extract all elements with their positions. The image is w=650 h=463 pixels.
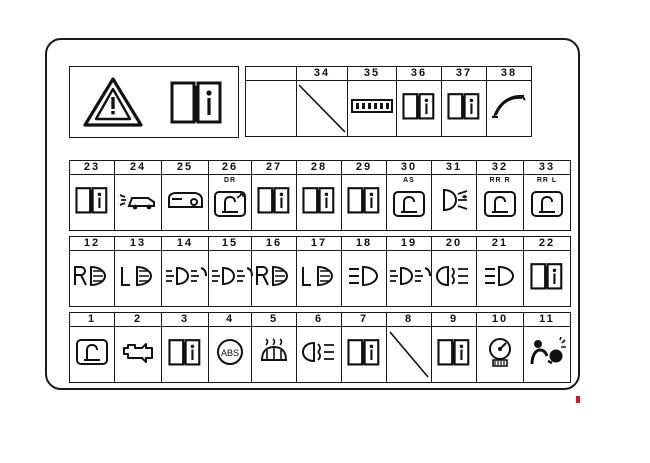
fuse-legend-card (45, 38, 580, 390)
fuse-number: 24 (115, 161, 162, 175)
fuse-number: 31 (432, 161, 477, 175)
cell-26 (209, 175, 252, 231)
rear-fog-lamp-icon (71, 263, 113, 289)
fuse-number: 38 (487, 67, 532, 81)
cell-31 (432, 175, 477, 231)
row-12-22 (69, 236, 571, 307)
fuse-number: 11 (524, 313, 571, 327)
high-beam-icon (343, 263, 385, 289)
cell-sub-label: RR L (536, 177, 558, 184)
fuse-number: 29 (342, 161, 387, 175)
cell-15 (209, 251, 252, 307)
low-beam-icon (117, 263, 159, 289)
fuse-number: 36 (397, 67, 442, 81)
fuse-number: 33 (524, 161, 571, 175)
fuse-number: 1 (70, 313, 115, 327)
fuse-number: 3 (162, 313, 209, 327)
cell-33 (524, 175, 571, 231)
table-row (70, 237, 571, 251)
cell-14 (162, 251, 209, 307)
manual-book-icon (446, 90, 482, 122)
cell-6 (297, 327, 342, 383)
manual-book-icon (301, 184, 337, 216)
manual-book-icon (346, 336, 382, 368)
cell-20 (432, 251, 477, 307)
row-1-11 (69, 312, 571, 383)
headlight-washer-icon (434, 185, 474, 215)
fuse-number: 35 (348, 67, 397, 81)
table-row (70, 161, 571, 175)
seat-icon (74, 337, 110, 367)
cell-10 (477, 327, 524, 383)
fuse-number: 19 (387, 237, 432, 251)
cell-21 (477, 251, 524, 307)
fuse-number (246, 67, 297, 81)
cell-9 (432, 327, 477, 383)
fuse-number: 8 (387, 313, 432, 327)
cell-8 (387, 327, 432, 383)
cell-17 (297, 251, 342, 307)
cell-30 (387, 175, 432, 231)
cell-29 (342, 175, 387, 231)
blank-diagonal-slash-icon (297, 81, 347, 136)
fuse-number: 9 (432, 313, 477, 327)
fuse-number: 21 (477, 237, 524, 251)
cell-27 (252, 175, 297, 231)
fuse-number: 28 (297, 161, 342, 175)
manual-book-icon (529, 260, 565, 292)
cell-22 (524, 251, 571, 307)
table-row (70, 251, 571, 307)
manual-book-icon (401, 90, 437, 122)
fuse-number: 26 (209, 161, 252, 175)
fuse-number: 12 (70, 237, 115, 251)
cell-2 (115, 327, 162, 383)
cell-7 (342, 327, 387, 383)
fuse-number: 34 (297, 67, 348, 81)
cell-blank (246, 81, 297, 137)
fuse-number: 10 (477, 313, 524, 327)
manual-book-icon (346, 184, 382, 216)
seat-icon (392, 189, 426, 219)
warning-triangle-icon (82, 76, 144, 128)
cell-38 (487, 81, 532, 137)
fuse-number: 17 (297, 237, 342, 251)
cell-sub-label: DR (223, 177, 237, 184)
manual-book-icon (436, 336, 472, 368)
airbag-icon (528, 337, 566, 367)
table-row (70, 327, 571, 383)
cell-36 (397, 81, 442, 137)
cell-16 (252, 251, 297, 307)
cell-28 (297, 175, 342, 231)
cell-23 (70, 175, 115, 231)
fuse-number: 7 (342, 313, 387, 327)
cell-11 (524, 327, 571, 383)
fuse-number: 22 (524, 237, 571, 251)
red-mark (576, 396, 580, 403)
engine-check-icon (119, 338, 157, 366)
cell-4 (209, 327, 252, 383)
fuse-number: 18 (342, 237, 387, 251)
cell-19 (387, 251, 432, 307)
cell-sub-label: AS (403, 177, 415, 184)
manual-book-icon (167, 336, 203, 368)
cell-25 (162, 175, 209, 231)
cell-32 (477, 175, 524, 231)
rear-fog-lamp-icon (253, 263, 295, 289)
rear-defogger-icon (256, 338, 292, 366)
fuse-number: 25 (162, 161, 209, 175)
fuse-number: 20 (432, 237, 477, 251)
low-beam-icon (298, 263, 340, 289)
position-lamp-icon (163, 263, 207, 289)
cell-37 (442, 81, 487, 137)
high-beam-icon (479, 263, 521, 289)
cell-5 (252, 327, 297, 383)
position-lamp-icon (209, 263, 253, 289)
car-horn-icon (118, 187, 158, 213)
cell-34 (297, 81, 348, 137)
fuse-number: 2 (115, 313, 162, 327)
tachometer-icon (482, 336, 518, 368)
position-lamp-icon (387, 263, 431, 289)
front-fog-lamp-icon (300, 339, 338, 365)
fuse-number: 5 (252, 313, 297, 327)
seat-icon (530, 189, 564, 219)
cell-24 (115, 175, 162, 231)
cell-35 (348, 81, 397, 137)
seat-icon (483, 189, 517, 219)
fuse-strip-icon (350, 97, 394, 115)
warning-panel (69, 66, 239, 138)
table-row (70, 175, 571, 231)
cell-1 (70, 327, 115, 383)
fuse-number: 23 (70, 161, 115, 175)
table-row (246, 67, 532, 81)
seat-heater-icon (213, 189, 247, 219)
cell-3 (162, 327, 209, 383)
cell-18 (342, 251, 387, 307)
car-rear-icon (164, 187, 206, 213)
cell-13 (115, 251, 162, 307)
front-fog-lamp-icon (434, 263, 474, 289)
fuse-number: 15 (209, 237, 252, 251)
fuse-number: 4 (209, 313, 252, 327)
manual-book-icon (168, 77, 226, 127)
table-row (246, 81, 532, 137)
table-row (70, 313, 571, 327)
fuse-number: 27 (252, 161, 297, 175)
fuse-number: 37 (442, 67, 487, 81)
windshield-wiper-icon (488, 91, 530, 121)
fuse-number: 32 (477, 161, 524, 175)
cell-12 (70, 251, 115, 307)
fuse-number: 30 (387, 161, 432, 175)
fuse-number: 13 (115, 237, 162, 251)
abs-icon (213, 337, 247, 367)
manual-book-icon (74, 184, 110, 216)
svg-text:ABS: ABS (220, 348, 240, 358)
fuse-number: 16 (252, 237, 297, 251)
row-34-38 (245, 66, 532, 137)
cell-sub-label: RR R (489, 177, 511, 184)
fuse-number: 6 (297, 313, 342, 327)
manual-book-icon (256, 184, 292, 216)
blank-diagonal-slash-icon (387, 327, 431, 382)
row-23-33 (69, 160, 571, 231)
fuse-number: 14 (162, 237, 209, 251)
